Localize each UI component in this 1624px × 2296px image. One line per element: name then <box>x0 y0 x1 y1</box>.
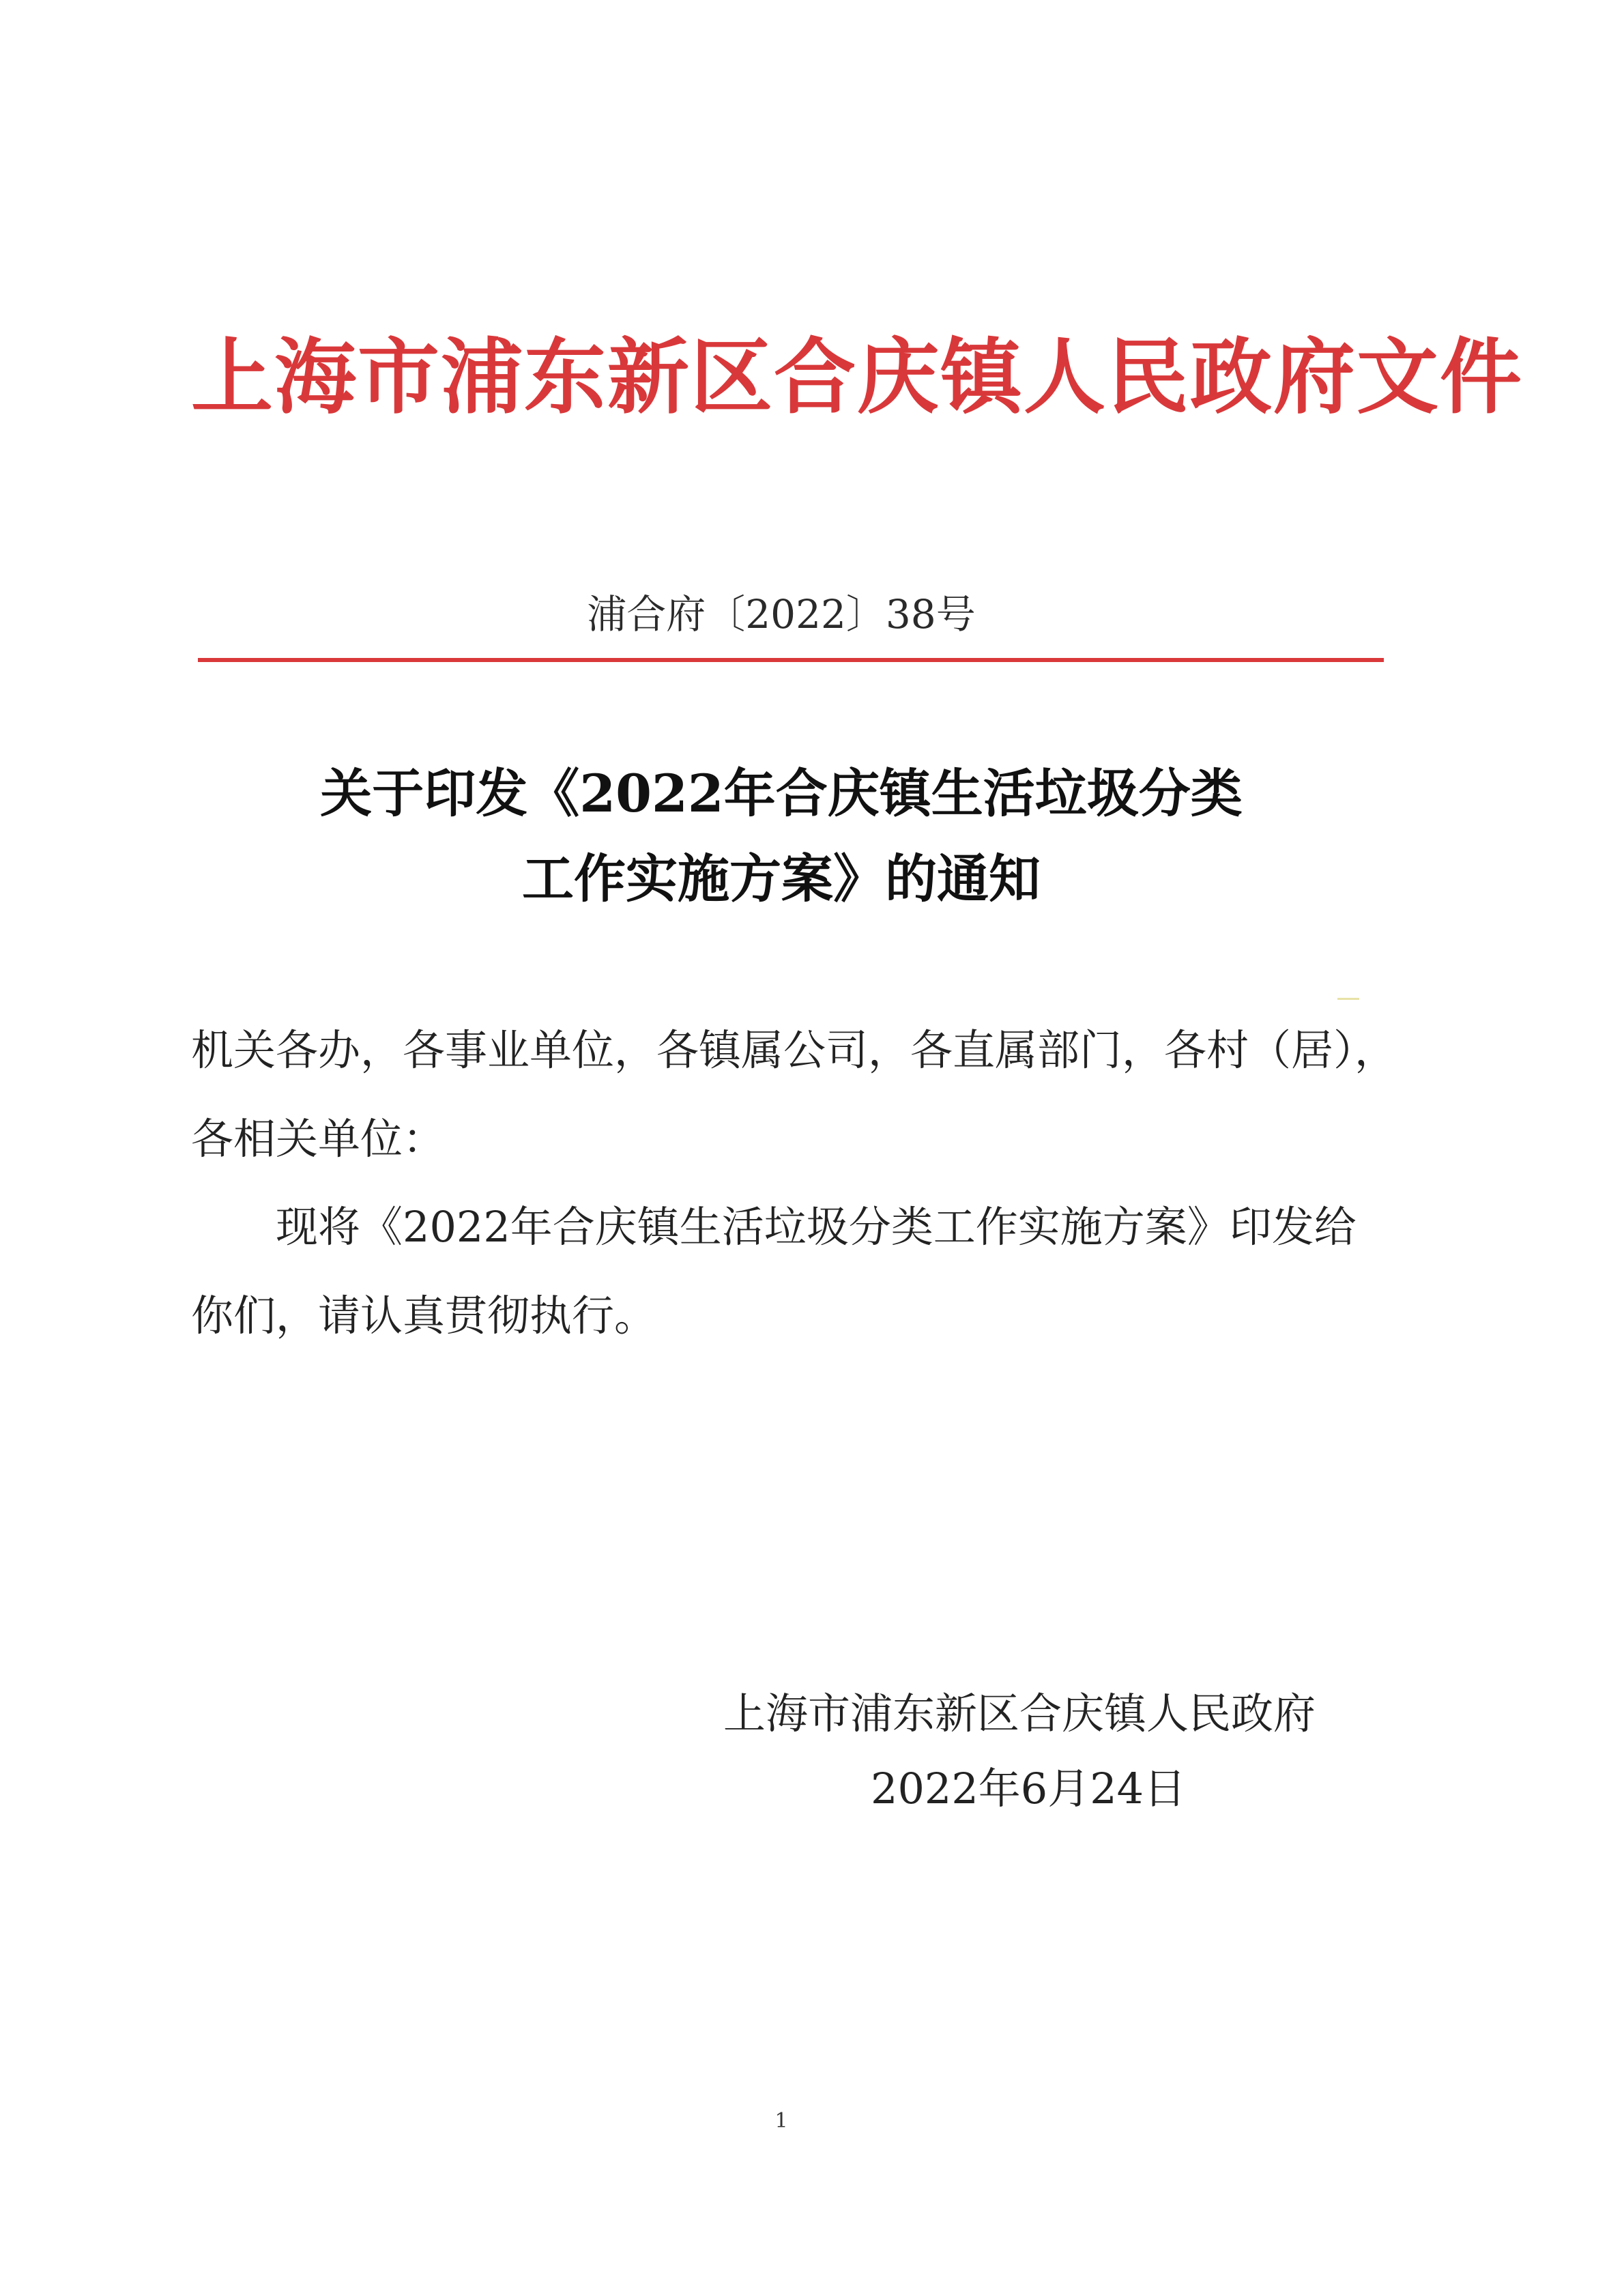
notice-title-line-1: 关于印发《2022年合庆镇生活垃圾分类 <box>320 763 1243 824</box>
scan-artifact <box>1337 998 1359 1000</box>
signature-date: 2022年6月24日 <box>871 1764 1187 1813</box>
addressee-line-2: 各相关单位： <box>191 1114 446 1164</box>
document-number: 浦合府〔2022〕38号 <box>587 591 976 637</box>
notice-title <box>0 751 1563 921</box>
signature-organization: 上海市浦东新区合庆镇人民政府 <box>723 1689 1316 1738</box>
body-paragraph-line-2: 你们，请认真贯彻执行。 <box>191 1291 657 1340</box>
addressee-line-1: 机关各办，各事业单位，各镇属公司，各直属部门，各村（居）， <box>191 1025 1397 1075</box>
issuing-authority-header: 上海市浦东新区合庆镇人民政府文件 <box>191 329 1523 425</box>
page-number: 1 <box>774 2109 788 2133</box>
notice-title-line-2: 工作实施方案》的通知 <box>522 848 1041 909</box>
red-separator-line <box>198 658 1384 662</box>
body-paragraph-line-1: 现将《2022年合庆镇生活垃圾分类工作实施方案》印发给 <box>276 1202 1357 1252</box>
signature-block <box>716 1676 1372 1826</box>
